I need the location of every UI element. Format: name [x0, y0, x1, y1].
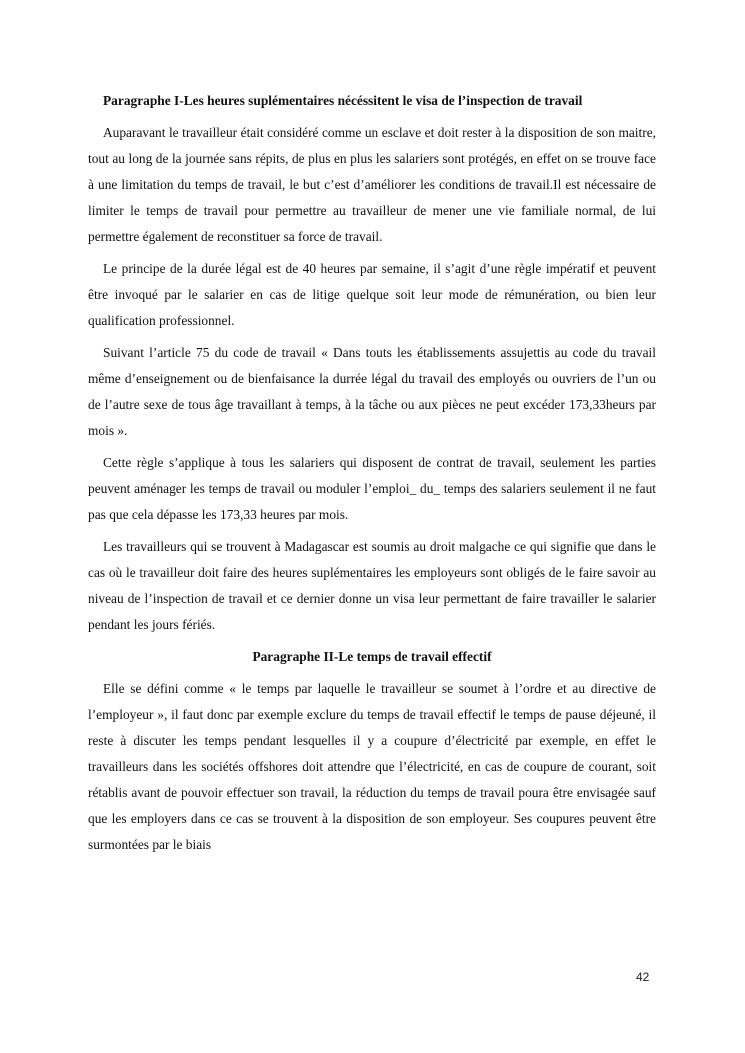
paragraph-duree-legale: Le principe de la durée légal est de 40 heures par semaine, il s’agit d’une règle impératif et peuvent être invoqué par le salarier en cas de litige quelque soit leur mode de rémunération, ou bien leur qualification professionnel. [88, 261, 656, 328]
section-heading-1: Paragraphe I-Les heures suplémentaires nécéssitent le visa de l’inspection de travail [103, 93, 583, 108]
page-number: 42 [636, 970, 650, 984]
paragraph-auparavant: Auparavant le travailleur était considéré comme un esclave et doit rester à la disposition de son maitre, tout au long de la journée sans répits, de plus en plus les salariers sont protégés, en effet on se trouve face à une limitation du temps de travail, le but c’est d’améliorer les conditions de travail.Il est nécessaire de limiter le temps de travail pour permettre au travailleur de mener une vie familiale normal, de lui permettre également de reconstituer sa force de travail. [88, 125, 656, 244]
paragraph-regle-salaries: Cette règle s’applique à tous les salariers qui disposent de contrat de travail, seulement les parties peuvent aménager les temps de travail ou moduler l’emploi_ du_ temps des salariers seulement il ne faut pas que cela dépasse les 173,33 heures par mois. [88, 455, 656, 522]
paragraph-temps-effectif: Elle se défini comme « le temps par laquelle le travailleur se soumet à l’ordre et au directive de l’employeur », il faut donc par exemple exclure du temps de travail effectif le temps de pause déjeuné, il reste à discuter les temps pendant lesquelles il y a coupure d’électricité par exemple, en effet le travailleurs dans les sociétés offshores doit attendre que l’électricité, en cas de coupure de courant, soit rétablis avant de pouvoir effectuer son travail, la réduction du temps de travail poura être envisagée sauf que les employers dans ce cas se trouvent à la disposition de son employeur. Ses coupures peuvent être surmontées par le biais [88, 681, 656, 852]
paragraph-article-75: Suivant l’article 75 du code de travail « Dans touts les établissements assujettis au code du travail même d’enseignement ou de bienfaisance la durrée légal du travail des employés ou ouvriers de l’un ou de l’autre sexe de tous âge travaillant à temps, à la tâche ou aux pièces ne peut excéder 173,33heurs par mois ». [88, 345, 656, 438]
paragraph-madagascar: Les travailleurs qui se trouvent à Madagascar est soumis au droit malgache ce qui signifie que dans le cas où le travailleur doit faire des heures suplémentaires les employeurs sont obligés de le faire savoir au niveau de l’inspection de travail et ce dernier donne un visa leur permettant de faire travailler le salarier pendant les jours fériés. [88, 539, 656, 632]
document-page [88, 88, 656, 864]
section-heading-2: Paragraphe II-Le temps de travail effectif [252, 649, 492, 664]
